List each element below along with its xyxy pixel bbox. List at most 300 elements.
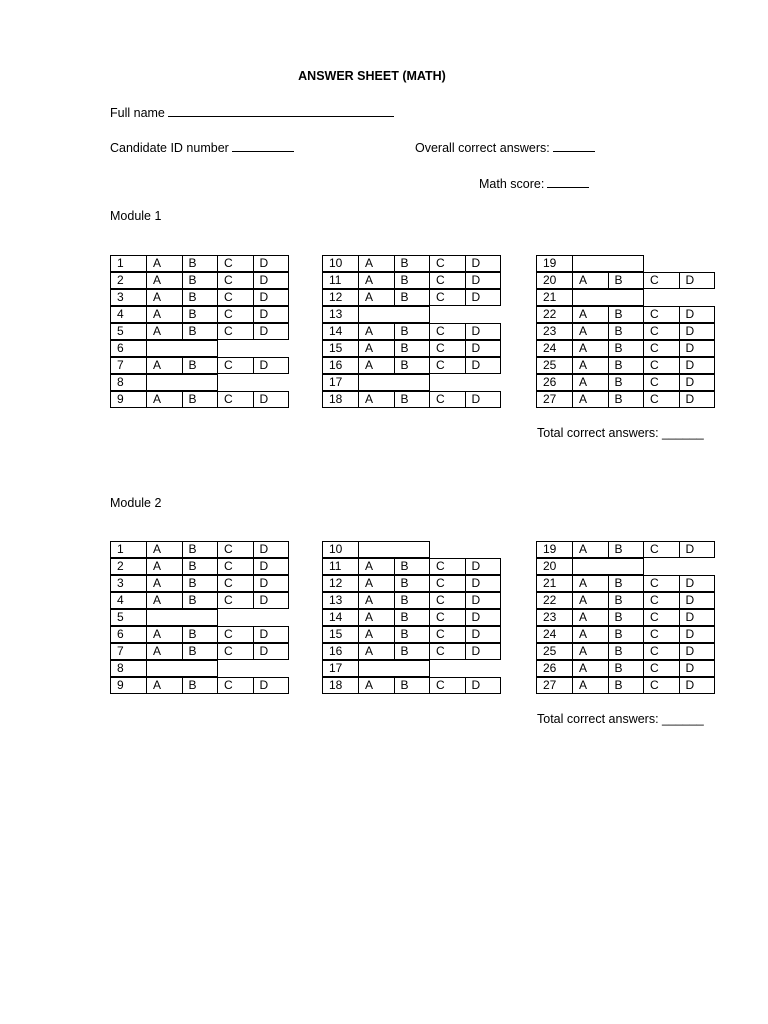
question-row	[322, 391, 500, 408]
question-number: 23	[536, 323, 573, 340]
question-row	[536, 306, 714, 323]
question-row	[110, 306, 288, 323]
answer-choice-c[interactable]: C	[643, 340, 680, 357]
answer-choice-c[interactable]: C	[429, 289, 466, 306]
question-number: 15	[322, 340, 359, 357]
grid-in-answer-box[interactable]	[572, 558, 644, 575]
answer-choice-c[interactable]: C	[643, 592, 680, 609]
answer-choice-a[interactable]: A	[572, 626, 609, 643]
answer-choice-c[interactable]: C	[217, 323, 254, 340]
answer-choice-a[interactable]: A	[572, 541, 609, 558]
question-row	[536, 660, 714, 677]
answer-choice-b[interactable]: B	[182, 323, 219, 340]
answer-choice-a[interactable]: A	[146, 306, 183, 323]
answer-choice-a[interactable]: A	[358, 340, 395, 357]
question-number: 20	[536, 272, 573, 289]
question-number: 19	[536, 255, 573, 272]
answer-choice-a[interactable]: A	[358, 592, 395, 609]
answer-choice-c[interactable]: C	[429, 609, 466, 626]
answer-choice-b[interactable]: B	[608, 374, 645, 391]
answer-choice-d[interactable]: D	[465, 677, 502, 694]
answer-choice-b[interactable]: B	[394, 323, 431, 340]
answer-choice-d[interactable]: D	[253, 289, 290, 306]
answer-choice-b[interactable]: B	[182, 558, 219, 575]
answer-choice-b[interactable]: B	[394, 558, 431, 575]
question-row	[110, 592, 288, 609]
answer-choice-b[interactable]: B	[182, 677, 219, 694]
answer-choice-d[interactable]: D	[253, 541, 290, 558]
question-number: 2	[110, 272, 147, 289]
answer-choice-c[interactable]: C	[643, 609, 680, 626]
answer-choice-d[interactable]: D	[679, 626, 716, 643]
grid-in-answer-box[interactable]	[358, 374, 430, 391]
answer-choice-d[interactable]: D	[253, 643, 290, 660]
answer-choice-a[interactable]: A	[146, 255, 183, 272]
answer-choice-a[interactable]: A	[358, 272, 395, 289]
module-1-label: Module 1	[110, 209, 162, 223]
answer-choice-d[interactable]: D	[465, 340, 502, 357]
answer-choice-c[interactable]: C	[217, 575, 254, 592]
answer-choice-d[interactable]: D	[679, 643, 716, 660]
answer-choice-d[interactable]: D	[253, 575, 290, 592]
answer-choice-d[interactable]: D	[679, 609, 716, 626]
answer-choice-a[interactable]: A	[572, 391, 609, 408]
answer-choice-a[interactable]: A	[358, 643, 395, 660]
answer-choice-c[interactable]: C	[643, 677, 680, 694]
answer-choice-c[interactable]: C	[217, 306, 254, 323]
answer-choice-b[interactable]: B	[182, 272, 219, 289]
answer-choice-a[interactable]: A	[146, 289, 183, 306]
answer-choice-a[interactable]: A	[572, 272, 609, 289]
answer-choice-d[interactable]: D	[253, 306, 290, 323]
question-number: 13	[322, 592, 359, 609]
question-number: 24	[536, 626, 573, 643]
answer-choice-c[interactable]: C	[643, 660, 680, 677]
question-number: 11	[322, 558, 359, 575]
question-row	[110, 340, 288, 357]
question-number: 12	[322, 575, 359, 592]
answer-choice-b[interactable]: B	[608, 272, 645, 289]
answer-choice-d[interactable]: D	[465, 272, 502, 289]
question-number: 17	[322, 374, 359, 391]
answer-choice-d[interactable]: D	[465, 255, 502, 272]
math-score-field[interactable]	[479, 175, 589, 191]
answer-choice-a[interactable]: A	[572, 609, 609, 626]
answer-choice-a[interactable]: A	[358, 323, 395, 340]
question-number: 21	[536, 575, 573, 592]
answer-choice-a[interactable]: A	[358, 289, 395, 306]
answer-choice-b[interactable]: B	[182, 357, 219, 374]
question-number: 3	[110, 575, 147, 592]
answer-choice-b[interactable]: B	[182, 306, 219, 323]
answer-choice-d[interactable]: D	[253, 677, 290, 694]
question-row	[110, 391, 288, 408]
answer-choice-d[interactable]: D	[679, 660, 716, 677]
answer-choice-d[interactable]: D	[253, 626, 290, 643]
answer-choice-a[interactable]: A	[572, 643, 609, 660]
question-row	[536, 558, 714, 575]
answer-choice-d[interactable]: D	[679, 575, 716, 592]
answer-choice-b[interactable]: B	[608, 677, 645, 694]
answer-choice-d[interactable]: D	[253, 592, 290, 609]
grid-in-answer-box[interactable]	[358, 306, 430, 323]
question-number: 22	[536, 306, 573, 323]
question-row	[322, 374, 500, 391]
answer-choice-c[interactable]: C	[643, 323, 680, 340]
grid-in-answer-box[interactable]	[358, 660, 430, 677]
answer-choice-b[interactable]: B	[608, 609, 645, 626]
question-number: 6	[110, 626, 147, 643]
overall-correct-blank[interactable]	[553, 139, 595, 152]
answer-choice-d[interactable]: D	[679, 374, 716, 391]
answer-choice-d[interactable]: D	[465, 391, 502, 408]
question-number: 24	[536, 340, 573, 357]
answer-choice-c[interactable]: C	[429, 558, 466, 575]
answer-choice-c[interactable]: C	[643, 306, 680, 323]
question-number: 5	[110, 609, 147, 626]
answer-choice-c[interactable]: C	[643, 626, 680, 643]
question-number: 6	[110, 340, 147, 357]
question-number: 5	[110, 323, 147, 340]
grid-in-answer-box[interactable]	[572, 255, 644, 272]
answer-choice-a[interactable]: A	[358, 357, 395, 374]
answer-choice-b[interactable]: B	[608, 323, 645, 340]
question-number: 4	[110, 592, 147, 609]
answer-choice-d[interactable]: D	[253, 323, 290, 340]
answer-choice-a[interactable]: A	[358, 626, 395, 643]
module-2-label: Module 2	[110, 496, 162, 510]
answer-choice-c[interactable]: C	[217, 357, 254, 374]
question-number: 14	[322, 323, 359, 340]
grid-in-answer-box[interactable]	[146, 340, 218, 357]
question-row	[322, 340, 500, 357]
question-row	[536, 374, 714, 391]
answer-choice-a[interactable]: A	[146, 592, 183, 609]
answer-choice-c[interactable]: C	[429, 592, 466, 609]
answer-choice-b[interactable]: B	[182, 575, 219, 592]
grid-in-answer-box[interactable]	[146, 374, 218, 391]
answer-choice-d[interactable]: D	[253, 558, 290, 575]
answer-choice-a[interactable]: A	[146, 391, 183, 408]
answer-choice-c[interactable]: C	[429, 340, 466, 357]
question-row	[322, 541, 500, 558]
answer-choice-c[interactable]: C	[429, 255, 466, 272]
answer-choice-c[interactable]: C	[643, 357, 680, 374]
answer-choice-c[interactable]: C	[643, 374, 680, 391]
answer-choice-c[interactable]: C	[643, 272, 680, 289]
grid-in-answer-box[interactable]	[358, 541, 430, 558]
question-number: 14	[322, 609, 359, 626]
question-number: 19	[536, 541, 573, 558]
question-row	[110, 609, 288, 626]
answer-choice-b[interactable]: B	[394, 357, 431, 374]
math-score-blank[interactable]	[547, 175, 589, 188]
question-number: 26	[536, 660, 573, 677]
answer-choice-c[interactable]: C	[429, 272, 466, 289]
answer-choice-b[interactable]: B	[182, 541, 219, 558]
question-row	[536, 541, 714, 558]
answer-choice-b[interactable]: B	[394, 626, 431, 643]
math-score-label: Math score:	[479, 177, 545, 191]
question-row	[536, 323, 714, 340]
answer-choice-b[interactable]: B	[394, 289, 431, 306]
question-row	[322, 626, 500, 643]
question-row	[110, 255, 288, 272]
candidate-id-field[interactable]	[110, 139, 294, 155]
answer-choice-d[interactable]: D	[465, 643, 502, 660]
answer-choice-d[interactable]: D	[253, 272, 290, 289]
answer-choice-a[interactable]: A	[146, 677, 183, 694]
question-row	[322, 558, 500, 575]
question-row	[110, 323, 288, 340]
answer-choice-b[interactable]: B	[608, 340, 645, 357]
question-number: 15	[322, 626, 359, 643]
question-number: 9	[110, 391, 147, 408]
answer-choice-d[interactable]: D	[679, 391, 716, 408]
answer-choice-d[interactable]: D	[465, 558, 502, 575]
answer-choice-a[interactable]: A	[146, 626, 183, 643]
answer-choice-a[interactable]: A	[572, 677, 609, 694]
answer-choice-d[interactable]: D	[679, 323, 716, 340]
answer-choice-b[interactable]: B	[608, 660, 645, 677]
question-row	[536, 340, 714, 357]
answer-choice-c[interactable]: C	[217, 541, 254, 558]
answer-choice-c[interactable]: C	[643, 575, 680, 592]
answer-choice-a[interactable]: A	[146, 558, 183, 575]
question-row	[322, 255, 500, 272]
answer-choice-b[interactable]: B	[608, 643, 645, 660]
question-number: 7	[110, 643, 147, 660]
full-name-blank[interactable]	[168, 104, 394, 117]
question-number: 9	[110, 677, 147, 694]
answer-choice-b[interactable]: B	[394, 677, 431, 694]
answer-choice-b[interactable]: B	[182, 255, 219, 272]
page-title: ANSWER SHEET (MATH)	[298, 69, 446, 83]
answer-choice-d[interactable]: D	[465, 289, 502, 306]
question-number: 7	[110, 357, 147, 374]
answer-choice-d[interactable]: D	[253, 357, 290, 374]
question-row	[536, 592, 714, 609]
answer-choice-b[interactable]: B	[608, 357, 645, 374]
answer-choice-c[interactable]: C	[217, 391, 254, 408]
question-number: 4	[110, 306, 147, 323]
question-row	[322, 660, 500, 677]
question-row	[322, 357, 500, 374]
answer-choice-b[interactable]: B	[608, 541, 645, 558]
answer-choice-b[interactable]: B	[394, 255, 431, 272]
answer-choice-a[interactable]: A	[572, 357, 609, 374]
module-2-total: Total correct answers: ______	[537, 712, 704, 726]
answer-choice-a[interactable]: A	[146, 323, 183, 340]
question-row	[536, 643, 714, 660]
question-number: 18	[322, 391, 359, 408]
answer-choice-a[interactable]: A	[358, 575, 395, 592]
question-number: 20	[536, 558, 573, 575]
question-row	[110, 643, 288, 660]
answer-choice-c[interactable]: C	[429, 357, 466, 374]
question-number: 8	[110, 374, 147, 391]
answer-choice-d[interactable]: D	[253, 255, 290, 272]
answer-choice-d[interactable]: D	[679, 541, 716, 558]
question-row	[322, 323, 500, 340]
question-row	[536, 289, 714, 306]
question-row	[110, 575, 288, 592]
answer-choice-a[interactable]: A	[146, 272, 183, 289]
question-number: 26	[536, 374, 573, 391]
answer-choice-a[interactable]: A	[572, 374, 609, 391]
question-row	[322, 289, 500, 306]
question-row	[322, 272, 500, 289]
answer-choice-b[interactable]: B	[182, 626, 219, 643]
answer-choice-a[interactable]: A	[358, 609, 395, 626]
answer-choice-a[interactable]: A	[358, 391, 395, 408]
answer-choice-c[interactable]: C	[217, 255, 254, 272]
answer-choice-b[interactable]: B	[608, 391, 645, 408]
answer-choice-b[interactable]: B	[182, 289, 219, 306]
answer-choice-c[interactable]: C	[643, 541, 680, 558]
question-row	[110, 660, 288, 677]
answer-choice-d[interactable]: D	[679, 340, 716, 357]
candidate-id-label: Candidate ID number	[110, 141, 229, 155]
answer-choice-a[interactable]: A	[572, 660, 609, 677]
answer-choice-b[interactable]: B	[394, 609, 431, 626]
answer-choice-c[interactable]: C	[429, 626, 466, 643]
answer-choice-d[interactable]: D	[679, 357, 716, 374]
question-number: 16	[322, 643, 359, 660]
question-number: 18	[322, 677, 359, 694]
grid-in-answer-box[interactable]	[146, 609, 218, 626]
answer-choice-c[interactable]: C	[429, 323, 466, 340]
answer-choice-b[interactable]: B	[182, 592, 219, 609]
question-row	[110, 289, 288, 306]
answer-choice-c[interactable]: C	[217, 626, 254, 643]
answer-choice-b[interactable]: B	[608, 592, 645, 609]
question-row	[322, 575, 500, 592]
question-number: 27	[536, 391, 573, 408]
question-row	[536, 677, 714, 694]
answer-choice-c[interactable]: C	[643, 391, 680, 408]
full-name-label: Full name	[110, 106, 165, 120]
question-row	[322, 609, 500, 626]
question-number: 11	[322, 272, 359, 289]
question-row	[322, 306, 500, 323]
answer-choice-b[interactable]: B	[394, 643, 431, 660]
module-1-total: Total correct answers: ______	[537, 426, 704, 440]
answer-choice-b[interactable]: B	[394, 391, 431, 408]
answer-choice-c[interactable]: C	[217, 272, 254, 289]
answer-choice-c[interactable]: C	[217, 558, 254, 575]
answer-choice-a[interactable]: A	[572, 592, 609, 609]
question-row	[322, 643, 500, 660]
answer-choice-d[interactable]: D	[465, 609, 502, 626]
question-row	[536, 255, 714, 272]
question-row	[110, 374, 288, 391]
question-row	[536, 575, 714, 592]
answer-choice-c[interactable]: C	[429, 643, 466, 660]
answer-choice-d[interactable]: D	[465, 357, 502, 374]
answer-choice-c[interactable]: C	[217, 643, 254, 660]
question-number: 12	[322, 289, 359, 306]
answer-choice-d[interactable]: D	[465, 626, 502, 643]
answer-choice-a[interactable]: A	[572, 340, 609, 357]
answer-choice-b[interactable]: B	[608, 306, 645, 323]
question-row	[536, 357, 714, 374]
answer-choice-b[interactable]: B	[394, 340, 431, 357]
answer-choice-a[interactable]: A	[572, 306, 609, 323]
question-row	[536, 272, 714, 289]
answer-choice-b[interactable]: B	[394, 575, 431, 592]
question-row	[536, 391, 714, 408]
answer-choice-a[interactable]: A	[572, 575, 609, 592]
answer-choice-a[interactable]: A	[146, 357, 183, 374]
question-number: 23	[536, 609, 573, 626]
grid-in-answer-box[interactable]	[146, 660, 218, 677]
question-row	[536, 626, 714, 643]
answer-choice-a[interactable]: A	[572, 323, 609, 340]
answer-choice-d[interactable]: D	[679, 306, 716, 323]
question-number: 25	[536, 643, 573, 660]
grid-in-answer-box[interactable]	[572, 289, 644, 306]
full-name-field[interactable]	[110, 104, 394, 120]
answer-choice-d[interactable]: D	[465, 575, 502, 592]
answer-choice-a[interactable]: A	[358, 255, 395, 272]
answer-choice-c[interactable]: C	[217, 289, 254, 306]
answer-choice-b[interactable]: B	[182, 643, 219, 660]
answer-choice-b[interactable]: B	[394, 272, 431, 289]
answer-choice-c[interactable]: C	[217, 677, 254, 694]
answer-choice-c[interactable]: C	[429, 677, 466, 694]
question-row	[110, 541, 288, 558]
question-row	[322, 592, 500, 609]
candidate-id-blank[interactable]	[232, 139, 294, 152]
answer-choice-d[interactable]: D	[253, 391, 290, 408]
question-number: 8	[110, 660, 147, 677]
question-row	[110, 677, 288, 694]
question-row	[110, 626, 288, 643]
question-number: 16	[322, 357, 359, 374]
question-row	[110, 558, 288, 575]
question-row	[536, 609, 714, 626]
question-number: 21	[536, 289, 573, 306]
answer-choice-b[interactable]: B	[394, 592, 431, 609]
answer-choice-c[interactable]: C	[643, 643, 680, 660]
question-number: 1	[110, 541, 147, 558]
answer-choice-a[interactable]: A	[358, 558, 395, 575]
overall-correct-field[interactable]	[415, 139, 595, 155]
question-row	[110, 272, 288, 289]
question-number: 13	[322, 306, 359, 323]
answer-choice-b[interactable]: B	[608, 575, 645, 592]
answer-choice-d[interactable]: D	[465, 323, 502, 340]
answer-choice-b[interactable]: B	[608, 626, 645, 643]
question-row	[110, 357, 288, 374]
answer-choice-d[interactable]: D	[679, 272, 716, 289]
question-number: 10	[322, 255, 359, 272]
answer-choice-a[interactable]: A	[146, 643, 183, 660]
answer-choice-d[interactable]: D	[465, 592, 502, 609]
answer-choice-d[interactable]: D	[679, 592, 716, 609]
answer-choice-c[interactable]: C	[217, 592, 254, 609]
answer-choice-a[interactable]: A	[358, 677, 395, 694]
answer-choice-d[interactable]: D	[679, 677, 716, 694]
answer-choice-b[interactable]: B	[182, 391, 219, 408]
question-number: 17	[322, 660, 359, 677]
answer-choice-c[interactable]: C	[429, 575, 466, 592]
question-number: 2	[110, 558, 147, 575]
answer-choice-a[interactable]: A	[146, 575, 183, 592]
answer-choice-c[interactable]: C	[429, 391, 466, 408]
answer-choice-a[interactable]: A	[146, 541, 183, 558]
